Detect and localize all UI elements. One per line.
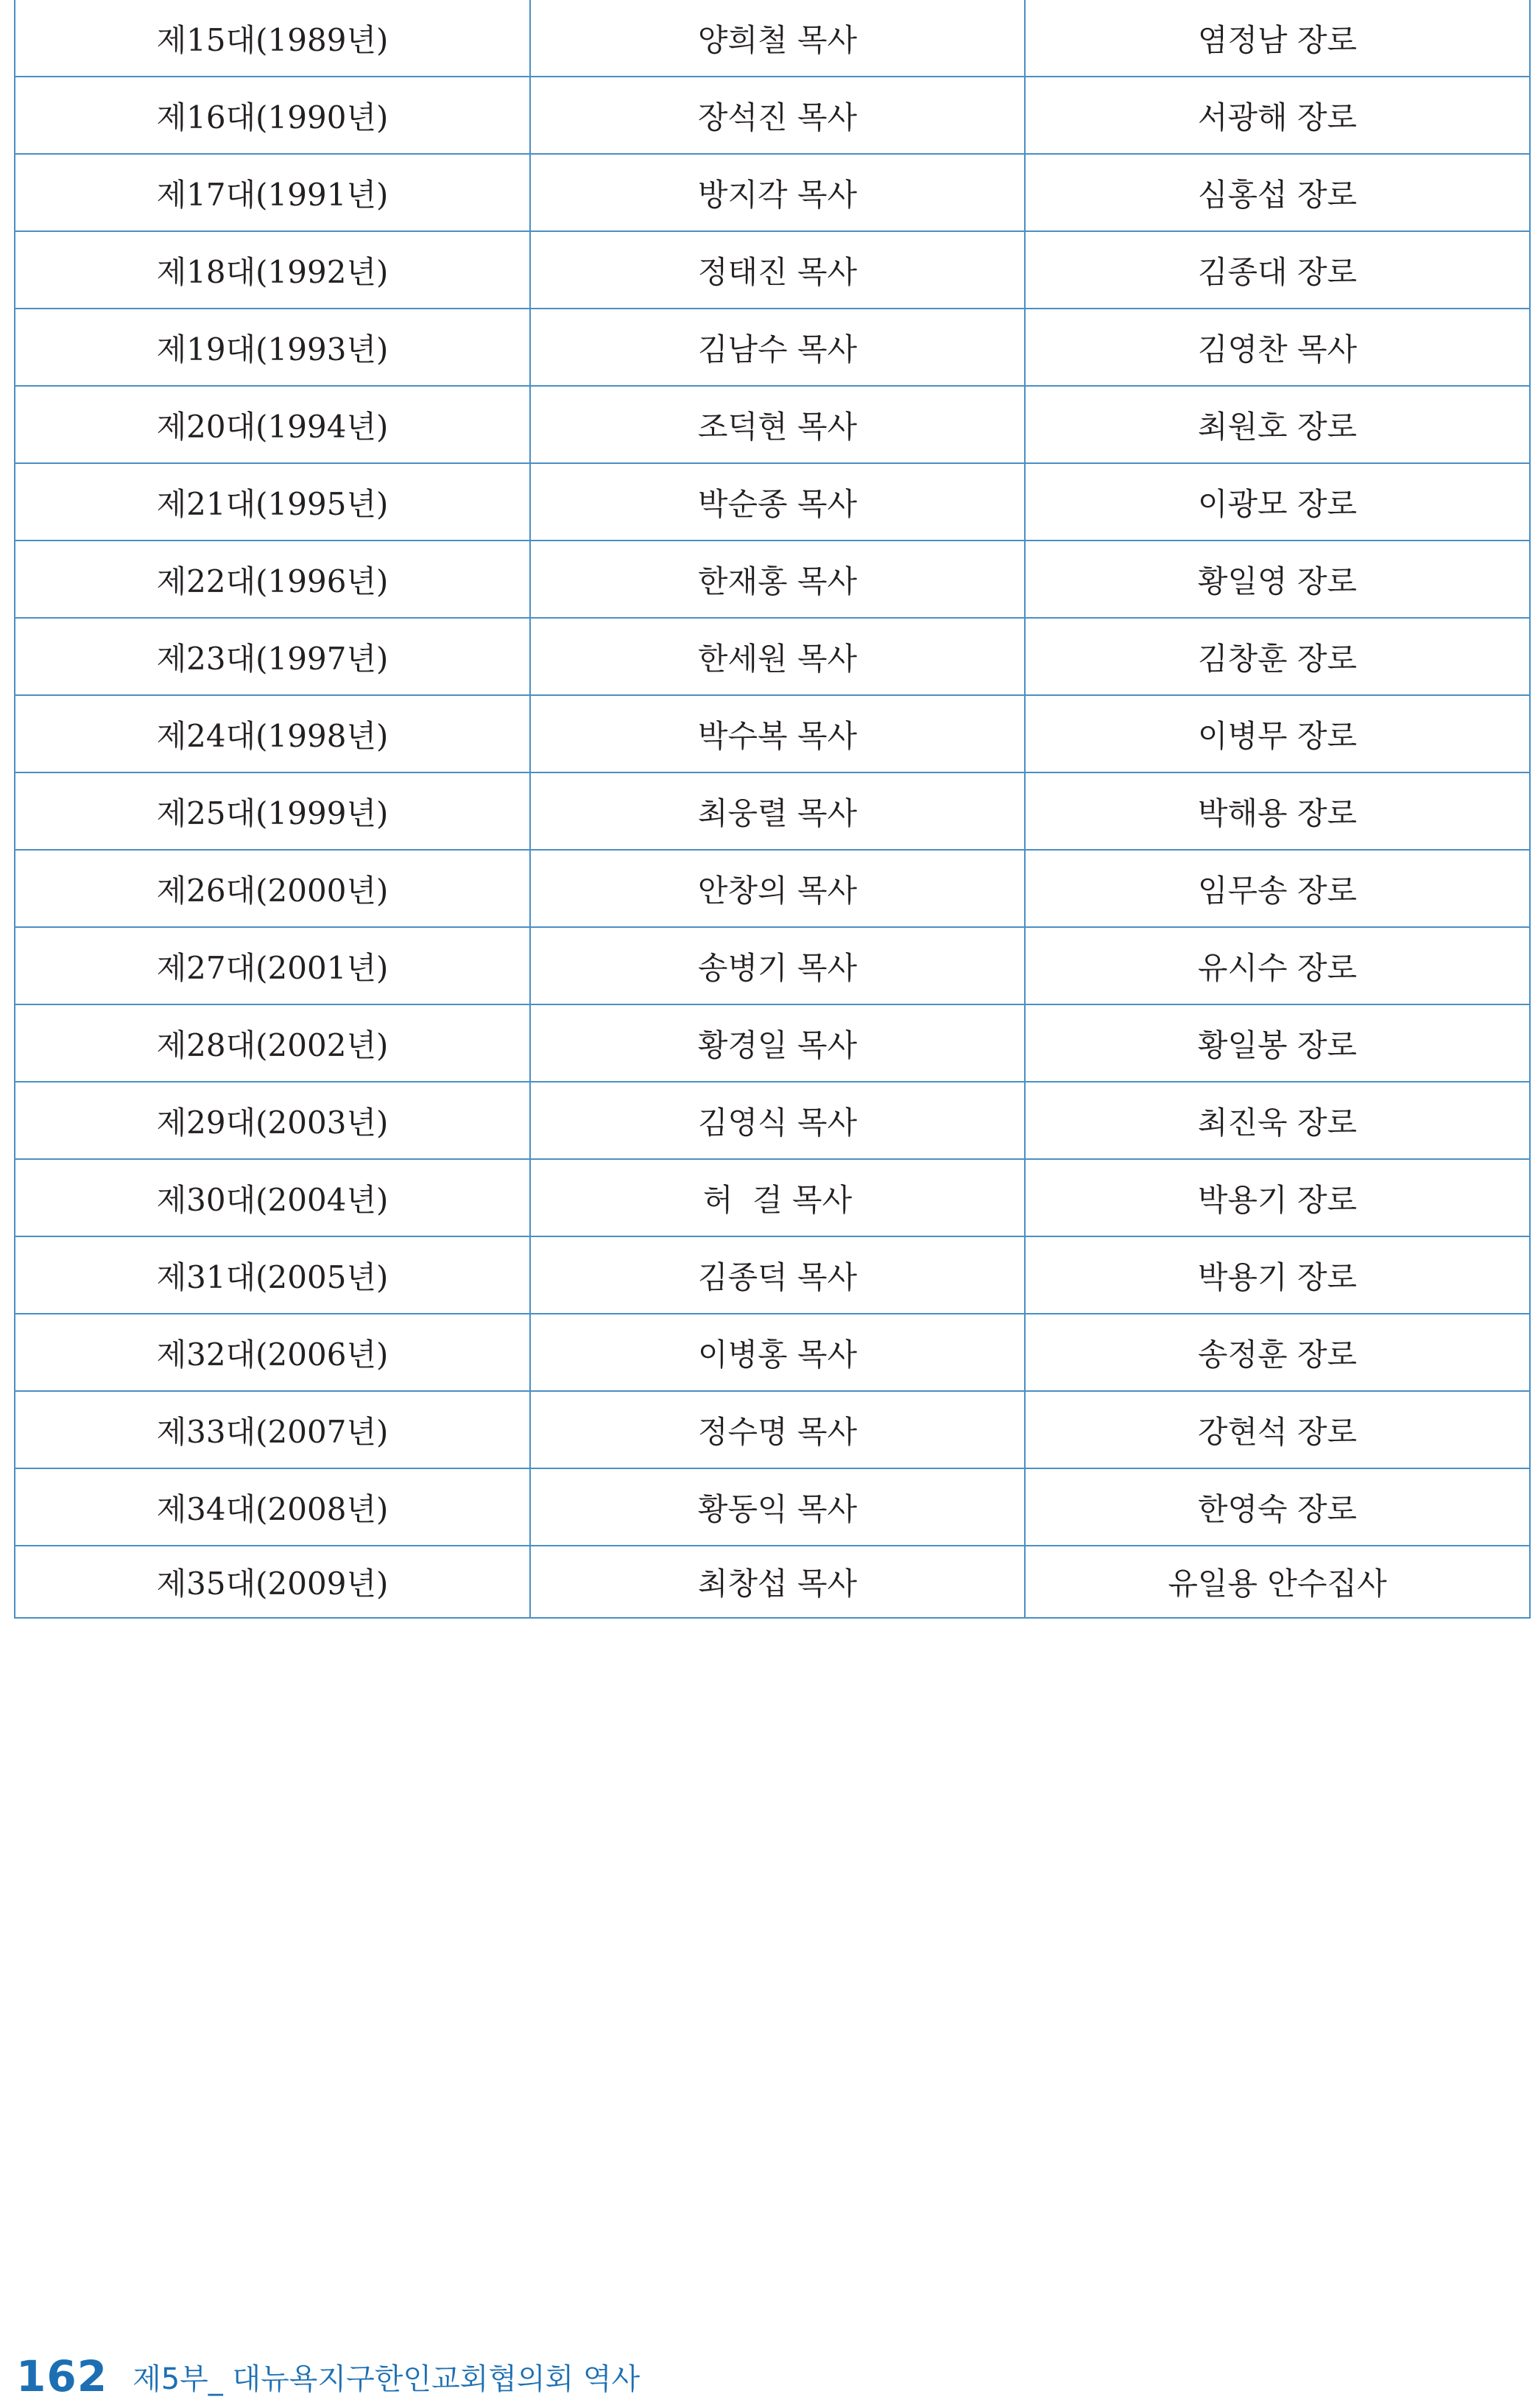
pastor-cell: 정태진 목사 [530,231,1025,309]
running-title: 제5부_ 대뉴욕지구한인교회협의회 역사 [133,2362,641,2396]
elder-cell: 김종대 장로 [1025,231,1530,309]
pastor-cell: 한세원 목사 [530,618,1025,695]
table-row [15,309,1530,386]
term-cell: 제29대(2003년) [15,1082,530,1159]
elder-cell: 최진욱 장로 [1025,1082,1530,1159]
term-cell: 제24대(1998년) [15,695,530,772]
term-cell: 제30대(2004년) [15,1159,530,1236]
elder-cell: 박용기 장로 [1025,1159,1530,1236]
term-cell: 제33대(2007년) [15,1391,530,1468]
pastor-cell: 김남수 목사 [530,309,1025,386]
term-cell: 제18대(1992년) [15,231,530,309]
elder-cell: 유일용 안수집사 [1025,1546,1530,1618]
table-row [15,463,1530,541]
pastor-cell: 정수명 목사 [530,1391,1025,1468]
roster-table-container [14,0,1529,1619]
table-row [15,386,1530,463]
pastor-cell: 장석진 목사 [530,77,1025,154]
term-cell: 제20대(1994년) [15,386,530,463]
term-cell: 제23대(1997년) [15,618,530,695]
term-cell: 제27대(2001년) [15,927,530,1004]
table-row [15,618,1530,695]
term-cell: 제34대(2008년) [15,1468,530,1546]
table-row [15,231,1530,309]
roster-table [14,0,1531,1619]
elder-cell: 황일봉 장로 [1025,1004,1530,1082]
elder-cell: 김창훈 장로 [1025,618,1530,695]
table-row [15,541,1530,618]
pastor-cell: 양희철 목사 [530,0,1025,77]
term-cell: 제25대(1999년) [15,772,530,850]
table-row [15,850,1530,927]
elder-cell: 이광모 장로 [1025,463,1530,541]
elder-cell: 서광해 장로 [1025,77,1530,154]
table-row [15,154,1530,231]
table-row [15,772,1530,850]
elder-cell: 심홍섭 장로 [1025,154,1530,231]
elder-cell: 유시수 장로 [1025,927,1530,1004]
table-row [15,1082,1530,1159]
table-row [15,1159,1530,1236]
page-footer [16,2351,640,2402]
elder-cell: 박해용 장로 [1025,772,1530,850]
term-cell: 제21대(1995년) [15,463,530,541]
elder-cell: 황일영 장로 [1025,541,1530,618]
pastor-cell: 최웅렬 목사 [530,772,1025,850]
table-row [15,77,1530,154]
pastor-cell: 허 걸 목사 [530,1159,1025,1236]
elder-cell: 최원호 장로 [1025,386,1530,463]
pastor-cell: 박수복 목사 [530,695,1025,772]
term-cell: 제35대(2009년) [15,1546,530,1618]
table-row [15,1546,1530,1618]
elder-cell: 염정남 장로 [1025,0,1530,77]
term-cell: 제16대(1990년) [15,77,530,154]
pastor-cell: 김종덕 목사 [530,1236,1025,1314]
table-row [15,1391,1530,1468]
table-row [15,1314,1530,1391]
pastor-cell: 이병홍 목사 [530,1314,1025,1391]
pastor-cell: 방지각 목사 [530,154,1025,231]
pastor-cell: 황경일 목사 [530,1004,1025,1082]
elder-cell: 송정훈 장로 [1025,1314,1530,1391]
pastor-cell: 조덕현 목사 [530,386,1025,463]
term-cell: 제19대(1993년) [15,309,530,386]
term-cell: 제28대(2002년) [15,1004,530,1082]
elder-cell: 한영숙 장로 [1025,1468,1530,1546]
elder-cell: 강현석 장로 [1025,1391,1530,1468]
roster-table-body [15,0,1530,1618]
pastor-cell: 박순종 목사 [530,463,1025,541]
table-row [15,0,1530,77]
table-row [15,1236,1530,1314]
table-row [15,1004,1530,1082]
elder-cell: 김영찬 목사 [1025,309,1530,386]
page-number: 162 [16,2351,108,2401]
pastor-cell: 최창섭 목사 [530,1546,1025,1618]
term-cell: 제17대(1991년) [15,154,530,231]
pastor-cell: 송병기 목사 [530,927,1025,1004]
term-cell: 제26대(2000년) [15,850,530,927]
pastor-cell: 김영식 목사 [530,1082,1025,1159]
term-cell: 제15대(1989년) [15,0,530,77]
table-row [15,1468,1530,1546]
term-cell: 제31대(2005년) [15,1236,530,1314]
table-row [15,927,1530,1004]
table-row [15,695,1530,772]
pastor-cell: 안창의 목사 [530,850,1025,927]
elder-cell: 임무송 장로 [1025,850,1530,927]
elder-cell: 박용기 장로 [1025,1236,1530,1314]
pastor-cell: 한재홍 목사 [530,541,1025,618]
pastor-cell: 황동익 목사 [530,1468,1025,1546]
elder-cell: 이병무 장로 [1025,695,1530,772]
term-cell: 제32대(2006년) [15,1314,530,1391]
term-cell: 제22대(1996년) [15,541,530,618]
